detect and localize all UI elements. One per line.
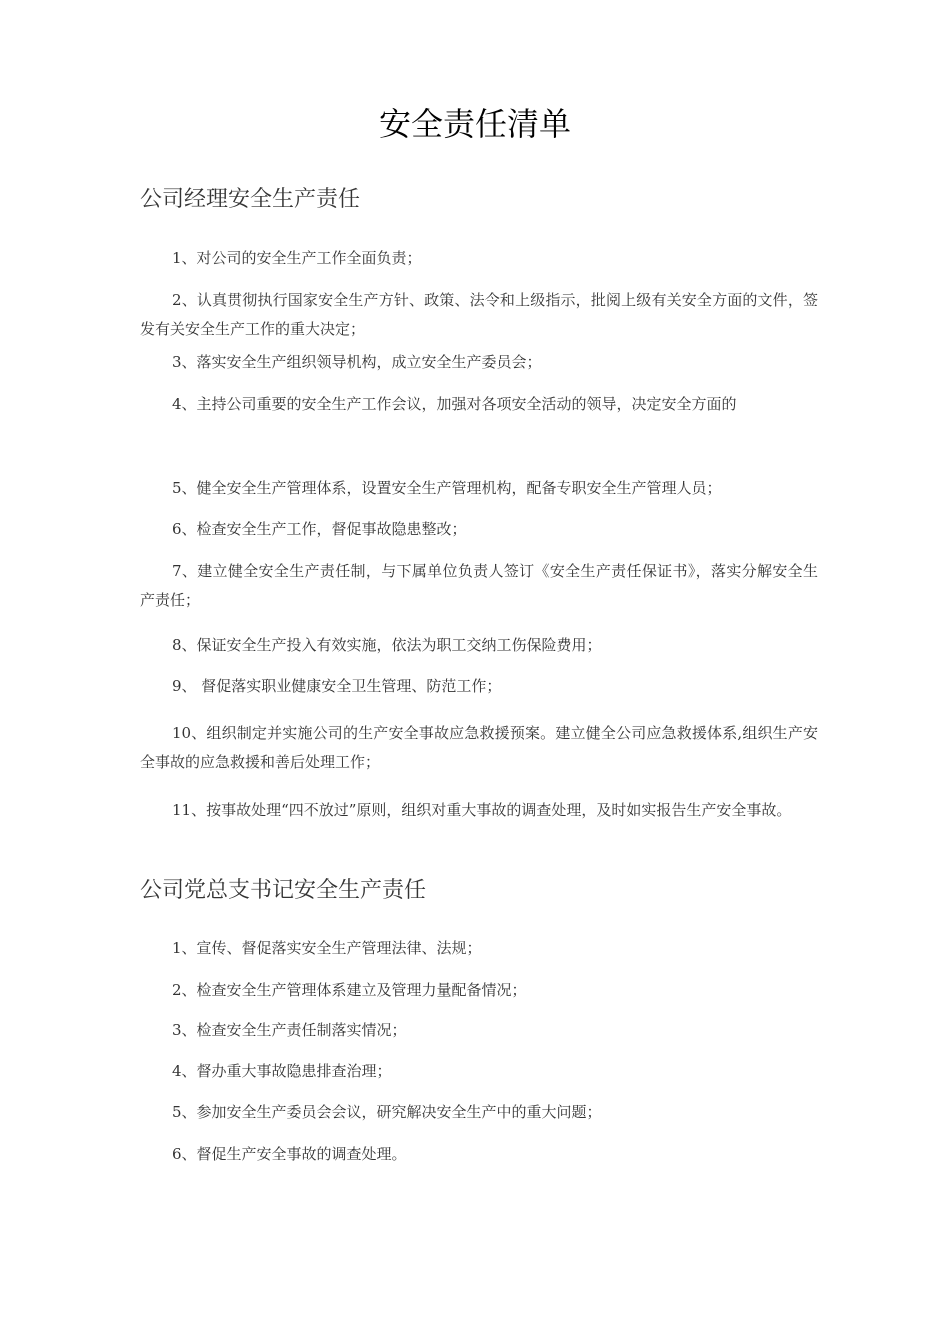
list-item: 6、督促生产安全事故的调查处理。 xyxy=(172,1145,407,1163)
list-item: 4、主持公司重要的安全生产工作会议，加强对各项安全活动的领导，决定安全方面的 xyxy=(172,395,737,413)
list-item: 5、健全安全生产管理体系，设置安全生产管理机构，配备专职安全生产管理人员； xyxy=(172,479,722,497)
list-item: 8、保证安全生产投入有效实施，依法为职工交纳工伤保险费用； xyxy=(172,636,602,654)
list-item: 9、 督促落实职业健康安全卫生管理、防范工作； xyxy=(172,677,502,695)
list-item: 3、落实安全生产组织领导机构，成立安全生产委员会； xyxy=(172,353,542,371)
list-item: 1、对公司的安全生产工作全面负责； xyxy=(172,249,422,267)
list-item: 2、认真贯彻执行国家安全生产方针、政策、法令和上级指示，批阅上级有关安全方面的文件，签发有关安全生产工作的重大决定； xyxy=(140,291,818,338)
list-item: 10、组织制定并实施公司的生产安全事故应急救援预案。建立健全公司应急救援体系,组织生产安全事故的应急救援和善后处理工作； xyxy=(140,724,818,771)
list-item: 1、宣传、督促落实安全生产管理法律、法规； xyxy=(172,939,482,957)
list-item: 5、参加安全生产委员会会议，研究解决安全生产中的重大问题； xyxy=(172,1103,602,1121)
list-item: 11、按事故处理“四不放过”原则，组织对重大事故的调查处理，及时如实报告生产安全事故。 xyxy=(172,801,792,819)
list-item: 3、检查安全生产责任制落实情况； xyxy=(172,1021,407,1039)
list-item: 4、督办重大事故隐患排查治理； xyxy=(172,1062,392,1080)
list-item: 7、建立健全安全生产责任制，与下属单位负责人签订《安全生产责任保证书》，落实分解安全生产责任； xyxy=(140,562,818,609)
list-item: 6、检查安全生产工作，督促事故隐患整改； xyxy=(172,520,467,538)
section-heading-party-secretary: 公司党总支书记安全生产责任 xyxy=(140,878,427,903)
page-title: 安全责任清单 xyxy=(378,105,571,143)
section-heading-manager: 公司经理安全生产责任 xyxy=(140,187,361,212)
list-item: 2、检查安全生产管理体系建立及管理力量配备情况； xyxy=(172,981,527,999)
